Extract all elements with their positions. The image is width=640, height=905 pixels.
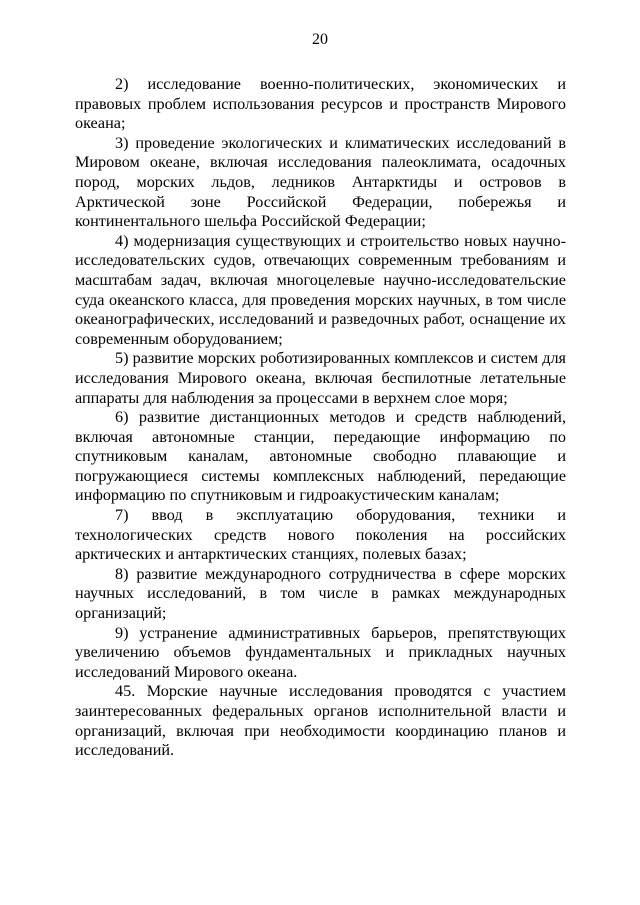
paragraph-item-2: 2) исследование военно-политических, экономических и правовых проблем использования ресурсов и пространств Мирового океана; [75,75,566,133]
paragraph-item-9: 9) устранение административных барьеров, препятствующих увеличению объемов фундаментальных и прикладных научных исследований Мирового океана. [75,623,566,681]
paragraph-item-5: 5) развитие морских роботизированных комплексов и систем для исследования Мирового океана, включая беспилотные летательные аппараты для наблюдения за процессами в верхнем слое моря; [75,349,566,407]
paragraph-item-6: 6) развитие дистанционных методов и средств наблюдений, включая автономные станции, передающие информацию по спутниковым каналам, автономные свободно плавающие и погружающиеся системы комплексных наблюдений, передающие информацию по спутниковым и гидроакустическим каналам; [75,408,566,505]
paragraph-item-7: 7) ввод в эксплуатацию оборудования, техники и технологических средств нового поколения на российских арктических и антарктических станциях, полевых базах; [75,506,566,564]
document-body [75,75,566,761]
paragraph-item-8: 8) развитие международного сотрудничества в сфере морских научных исследований, в том числе в рамках международных организаций; [75,564,566,623]
paragraph-item-4: 4) модернизация существующих и строительство новых научно-исследовательских судов, отвечающих современным требованиям и масштабам задач, включая многоцелевые научно-исследовательские суда океанского класса, для проведения морских научных, в том числе океанографических, исследований и разведочных работ, оснащение их современным оборудованием; [75,231,566,348]
paragraph-section-45: 45. Морские научные исследования проводятся с участием заинтересованных федеральных органов исполнительной власти и организаций, включая при необходимости координацию планов и исследований. [75,682,566,760]
page-number: 20 [312,31,328,48]
paragraph-item-3: 3) проведение экологических и климатических исследований в Мировом океане, включая исследования палеоклимата, осадочных пород, морских льдов, ледников Антарктиды и островов в Арктической зоне Российской Федерации, побережья и континентального шельфа Российской Федерации; [75,133,566,231]
